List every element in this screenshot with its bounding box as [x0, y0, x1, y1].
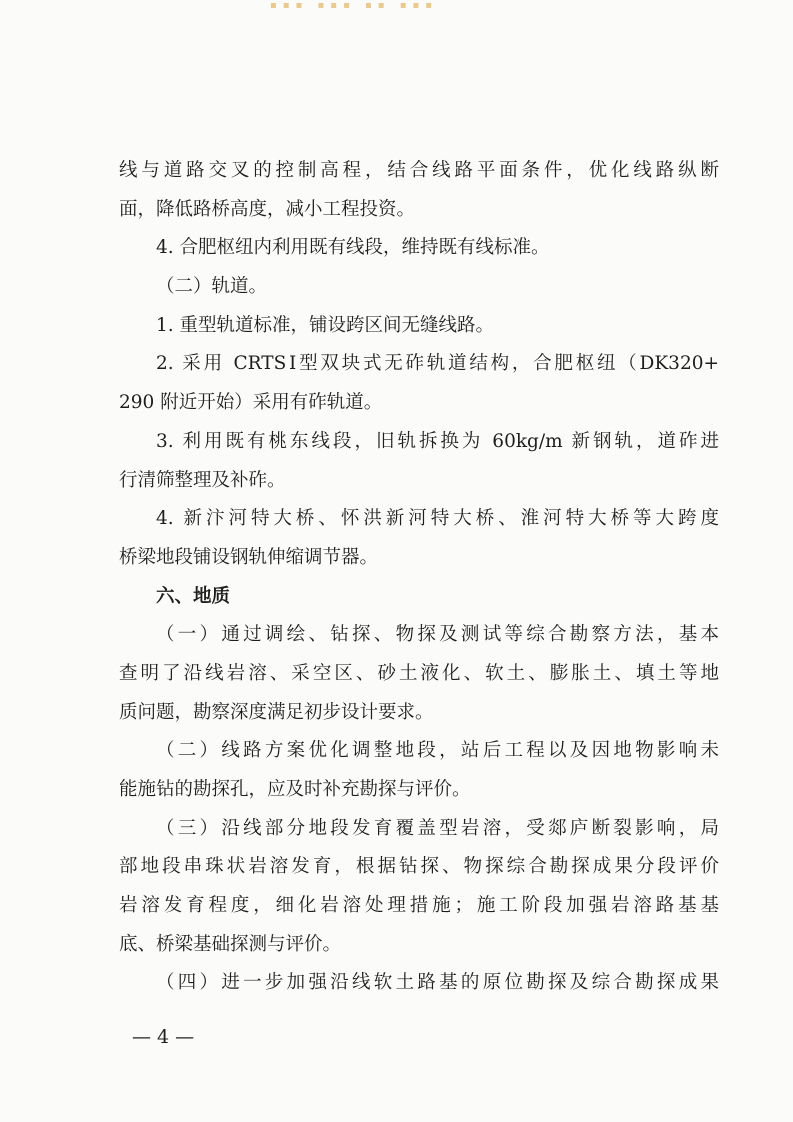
text-line: 4. 新汴河特大桥、怀洪新河特大桥、淮河特大桥等大跨度	[156, 508, 719, 530]
text-line: 4. 合肥枢纽内利用既有线段，维持既有线标准。	[156, 237, 550, 259]
text-line: 1. 重型轨道标准，铺设跨区间无缝线路。	[156, 314, 495, 336]
text-line: 3. 利用既有桃东线段，旧轨拆换为 60kg/m 新钢轨，道砟进	[156, 430, 719, 452]
page-number: — 4 —	[132, 1026, 195, 1048]
text-line: 查明了沿线岩溶、采空区、砂土液化、软土、膨胀土、填土等地	[119, 662, 719, 684]
document-body	[119, 152, 719, 1003]
text-line: 桥梁地段铺设钢轨伸缩调节器。	[119, 546, 379, 568]
text-line: 2. 采用 CRTSⅠ型双块式无砟轨道结构，合肥枢纽（DK320+	[156, 353, 719, 375]
text-line: 290 附近开始）采用有砟轨道。	[119, 392, 383, 414]
text-line: （一）通过调绘、钻探、物探及测试等综合勘察方法，基本	[156, 624, 719, 646]
text-line: 行清筛整理及补砟。	[119, 469, 286, 491]
text-line: （二）线路方案优化调整地段，站后工程以及因地物影响未	[156, 740, 719, 762]
text-line: 部地段串珠状岩溶发育，根据钻探、物探综合勘探成果分段评价	[119, 856, 719, 878]
text-line: （二）轨道。	[156, 276, 268, 298]
text-line: 线与道路交叉的控制高程，结合线路平面条件，优化线路纵断	[119, 160, 719, 181]
text-line: 岩溶发育程度，细化岩溶处理措施；施工阶段加强岩溶路基基	[119, 895, 719, 917]
top-edge-stamp-mark: ▪▪▪ ▪▪▪ ▪▪ ▪▪▪	[270, 0, 439, 11]
text-line: 质问题，勘察深度满足初步设计要求。	[119, 701, 434, 723]
section-heading: 六、地质	[156, 585, 231, 607]
text-line: 面，降低路桥高度，减小工程投资。	[119, 198, 416, 220]
text-line: 能施钻的勘探孔，应及时补充勘探与评价。	[119, 779, 471, 800]
text-line: （三）沿线部分地段发育覆盖型岩溶，受郯庐断裂影响，局	[156, 817, 719, 839]
text-line: 底、桥梁基础探测与评价。	[119, 933, 342, 955]
text-line: （四）进一步加强沿线软土路基的原位勘探及综合勘探成果	[156, 972, 719, 994]
